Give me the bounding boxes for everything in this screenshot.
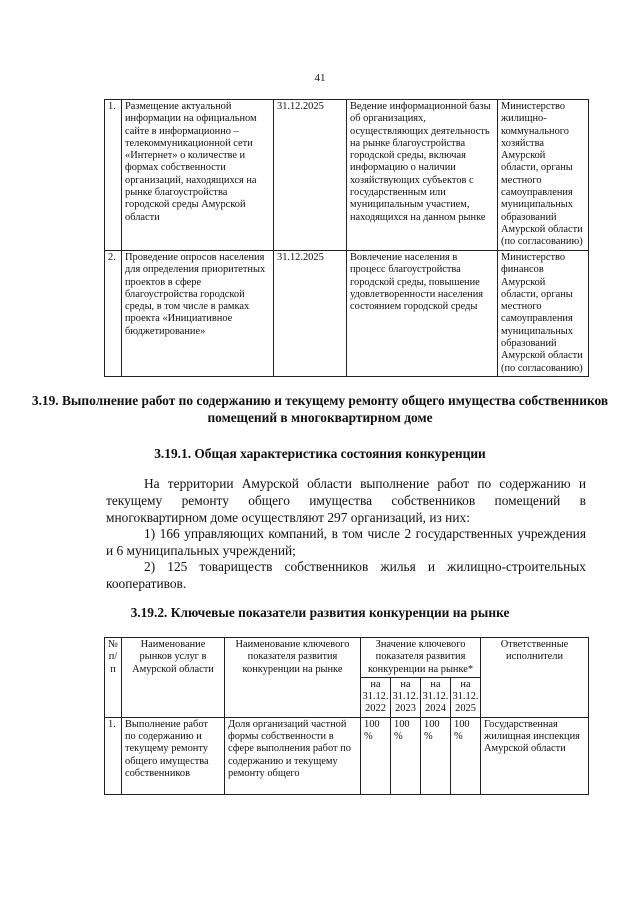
deadline-cell: 31.12.2025 xyxy=(274,251,347,377)
table-row xyxy=(105,251,589,377)
deadline-cell: 31.12.2025 xyxy=(274,100,347,251)
row-number: 2. xyxy=(105,251,122,377)
value-2022: 100 % xyxy=(361,717,391,794)
section-heading-3-19-2: 3.19.2. Ключевые показатели развития конкуренции на рынке xyxy=(130,605,510,620)
table-row xyxy=(105,100,589,251)
header-value: Значение ключевого показателя развития конкуренции на рынке* xyxy=(361,638,481,678)
measures-table xyxy=(104,99,589,377)
paragraph-item-2: 2) 125 товариществ собственников жилья и жилищно-строительных кооперативов. xyxy=(106,559,586,591)
section-heading-3-19: 3.19. Выполнение работ по содержанию и текущему ремонту общего имущества собственников помещений в многоквартирном доме xyxy=(31,393,609,425)
result-cell: Ведение информационной базы об организациях, осуществляющих деятельность на рынке благоустройства городской среды, включая информацию о наличии хозяйствующих субъектов с государственным или муниципальным участием, находящихся на данном рынке xyxy=(347,100,498,251)
action-cell: Размещение актуальной информации на официальном сайте в информационно – телекоммуникационной сети «Интернет» о количестве и формах собственности организаций, находящихся на рынке благоустройства городской среды Амурской области xyxy=(122,100,274,251)
year-2022: на 31.12. 2022 xyxy=(361,677,391,717)
header-responsible: Ответственные исполнители xyxy=(481,638,589,718)
table-row xyxy=(105,717,589,794)
action-cell: Проведение опросов населения для определения приоритетных проектов в сфере благоустройства городской среды, в том числе в рамках проекта «Инициативное бюджетирование» xyxy=(122,251,274,377)
value-2025: 100 % xyxy=(451,717,481,794)
indicator-cell: Доля организаций частной формы собственности в сфере выполнения работ по содержанию и текущему ремонту общего xyxy=(225,717,361,794)
paragraph-item-1: 1) 166 управляющих компаний, в том числе 2 государственных учреждения и 6 муниципальных учреждений; xyxy=(106,526,586,558)
value-2023: 100 % xyxy=(391,717,421,794)
responsible-cell: Государственная жилищная инспекция Амурской области xyxy=(481,717,589,794)
responsible-cell: Министерство жилищно-коммунального хозяйства Амурской области, органы местного самоуправления муниципальных образований Амурской области (по согласованию) xyxy=(498,100,589,251)
year-2023: на 31.12. 2023 xyxy=(391,677,421,717)
responsible-cell: Министерство финансов Амурской области, органы местного самоуправления муниципальных образований Амурской области (по согласованию) xyxy=(498,251,589,377)
row-number: 1. xyxy=(105,717,122,794)
header-market: Наименование рынков услуг в Амурской области xyxy=(122,638,225,718)
row-number: 1. xyxy=(105,100,122,251)
market-cell: Выполнение работ по содержанию и текущему ремонту общего имущества собственников xyxy=(122,717,225,794)
year-2024: на 31.12. 2024 xyxy=(421,677,451,717)
indicators-table xyxy=(104,637,589,795)
page-number: 41 xyxy=(314,72,326,84)
table-header-row xyxy=(105,638,589,678)
value-2024: 100 % xyxy=(421,717,451,794)
paragraph-intro: На территории Амурской области выполнение работ по содержанию и текущему ремонту общего имущества собственников помещений в многоквартирном доме осуществляют 297 организаций, из них: xyxy=(106,476,586,525)
year-2025: на 31.12. 2025 xyxy=(451,677,481,717)
header-indicator: Наименование ключевого показателя развития конкуренции на рынке xyxy=(225,638,361,718)
section-heading-3-19-1: 3.19.1. Общая характеристика состояния конкуренции xyxy=(154,446,486,461)
result-cell: Вовлечение населения в процесс благоустройства городской среды, повышение удовлетворенности населения состоянием городской среды xyxy=(347,251,498,377)
header-num: № п/п xyxy=(105,638,122,718)
